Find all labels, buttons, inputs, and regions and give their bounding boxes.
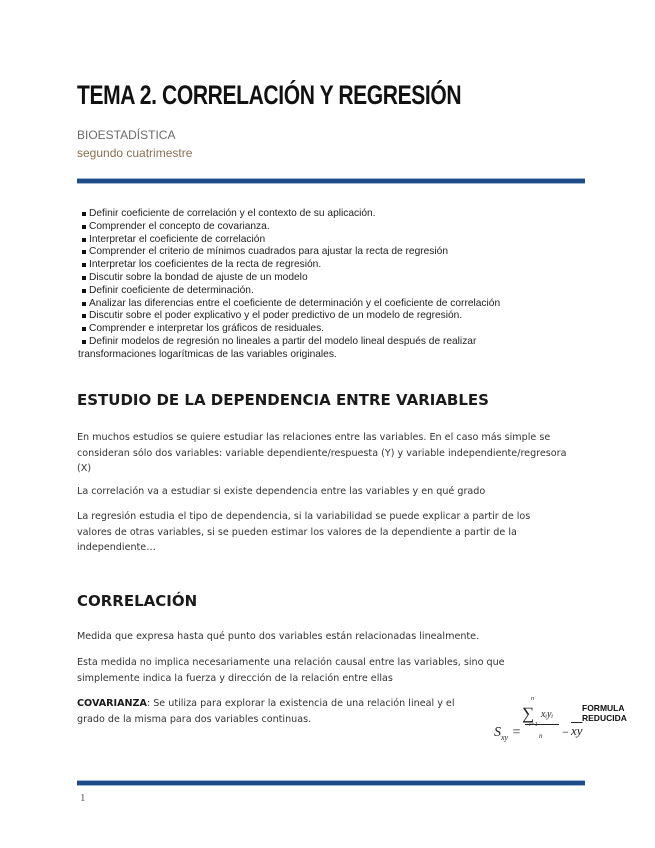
formula-label: FORMULA REDUCIDA xyxy=(582,703,627,723)
covariance-definition: : Se utiliza para explorar la existencia de una relación lineal y el grado de la misma para dos variables continuas. xyxy=(77,698,455,725)
paragraph: Esta medida no implica necesariamente una relación causal entre las variables, sino que simplemente indica la fuerza y dirección de la relación entre ellas xyxy=(77,657,505,684)
objective-item: Discutir sobre el poder explicativo y el poder predictivo de un modelo de regresión. xyxy=(82,310,522,323)
objective-item: Analizar las diferencias entre el coeficiente de determinación y el coeficiente de correlación xyxy=(82,298,522,311)
section-heading-dependence: ESTUDIO DE LA DEPENDENCIA ENTRE VARIABLES xyxy=(77,391,489,409)
paragraph: La correlación va a estudiar si existe dependencia entre las variables y en qué grado xyxy=(77,486,486,497)
objective-item: Comprender el concepto de covarianza. xyxy=(82,221,522,234)
minus-sign: − xyxy=(562,725,569,739)
objective-item: Definir coeficiente de determinación. xyxy=(82,285,522,298)
objective-item: Definir coeficiente de correlación y el contexto de su aplicación. xyxy=(82,208,522,221)
sum-symbol: ∑ xyxy=(522,704,535,723)
denominator: n xyxy=(539,732,543,740)
covariance-term: COVARIANZA xyxy=(77,698,147,709)
objective-item: Interpretar los coeficientes de la recta de regresión. xyxy=(82,259,522,272)
objective-item: Definir modelos de regresión no lineales a partir del modelo lineal después de realizar xyxy=(82,336,522,349)
section-heading-correlation: CORRELACIÓN xyxy=(77,592,198,610)
footer-divider xyxy=(77,780,585,786)
document-title: TEMA 2. CORRELACIÓN Y REGRESIÓN xyxy=(77,80,462,110)
sum-term: xᵢyᵢ xyxy=(541,709,554,720)
mean-product: $\overline{xy}$ xyxy=(571,723,583,738)
objective-item: Comprender el criterio de mínimos cuadrados para ajustar la recta de regresión xyxy=(82,246,522,259)
subject-name: BIOESTADÍSTICA xyxy=(77,128,176,142)
paragraph: Medida que expresa hasta qué punto dos variables están relacionadas linealmente. xyxy=(77,631,480,642)
term-label: segundo cuatrimestre xyxy=(77,146,193,160)
formula-lhs: $S_{xy}$ = xyxy=(494,725,522,742)
fraction-bar xyxy=(525,724,559,725)
sum-upper-limit: n xyxy=(531,696,534,702)
paragraph: La regresión estudia el tipo de dependencia, si la variabilidad se puede explicar a partir de los valores de otras variables, si se pueden estimar los valores de la dependiente a partir de la independiente… xyxy=(77,511,531,553)
sum-lower-limit: i=1 xyxy=(529,722,538,728)
objective-item: Discutir sobre la bondad de ajuste de un modelo xyxy=(82,272,522,285)
header-divider xyxy=(77,178,585,184)
covariance-paragraph xyxy=(77,696,477,727)
objective-item-continuation: transformaciones logarítmicas de las variables originales. xyxy=(78,348,337,360)
objectives-list xyxy=(78,208,522,362)
objective-item: Comprender e interpretar los gráficos de residuales. xyxy=(82,323,522,336)
objective-item: Interpretar el coeficiente de correlación xyxy=(82,234,522,247)
paragraph: En muchos estudios se quiere estudiar las relaciones entre las variables. En el caso más simple se consideran sólo dos variables: variable dependiente/respuesta (Y) y variable independiente/regresora (X) xyxy=(77,432,567,474)
page-number: 1 xyxy=(80,792,86,804)
covariance-formula xyxy=(494,696,594,746)
